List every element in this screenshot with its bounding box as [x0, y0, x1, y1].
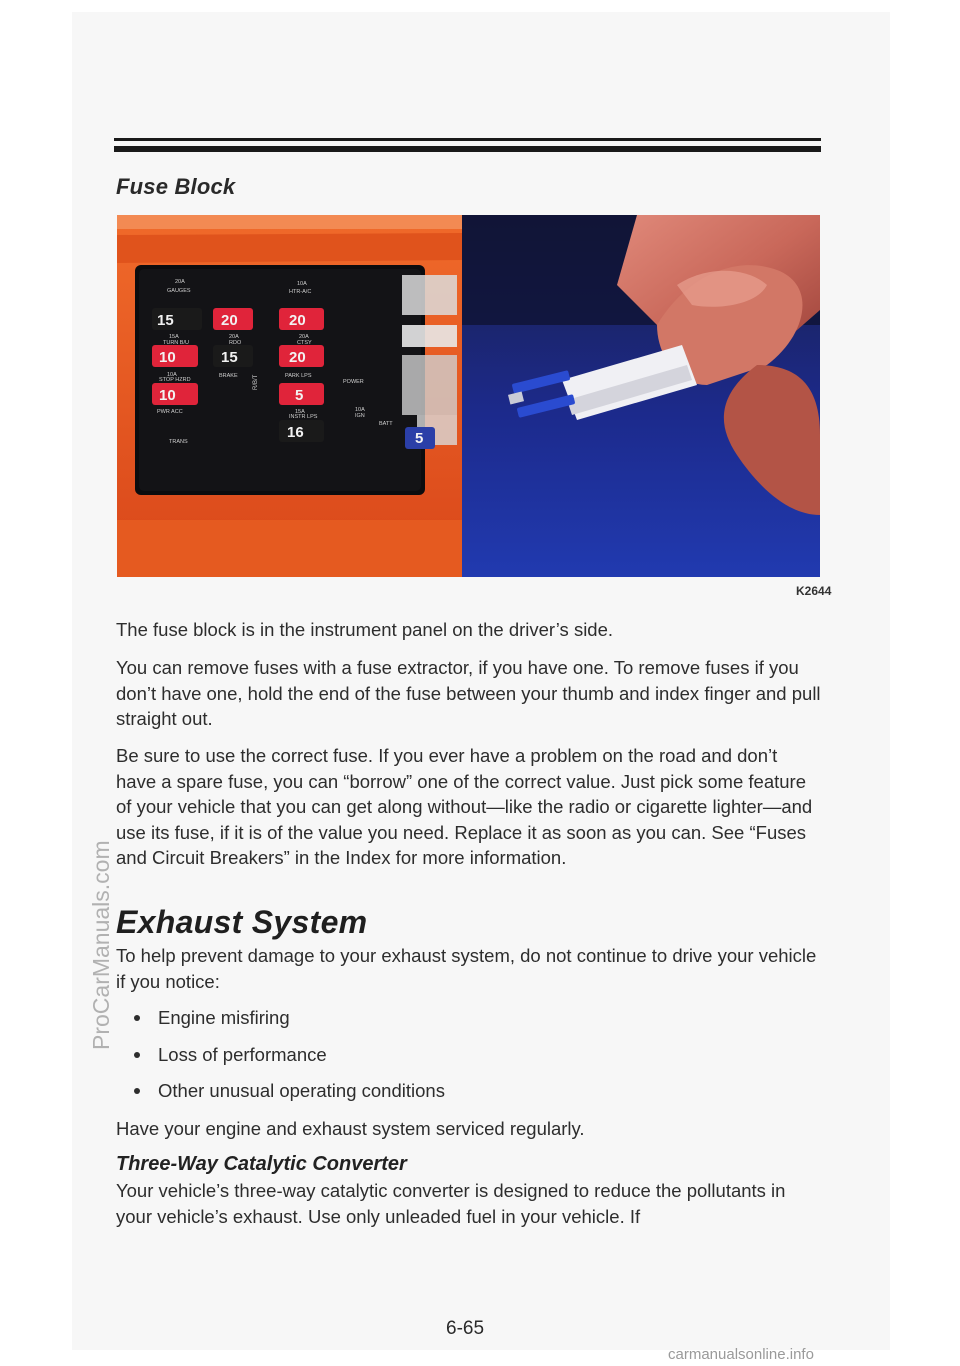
fuse-label-15: POWER: [343, 379, 364, 385]
fuse-value-8: 5: [295, 387, 304, 404]
paragraph-exhaust-closing: Have your engine and exhaust system serviced regularly.: [116, 1118, 585, 1139]
watermark-left: ProCarManuals.com: [88, 840, 114, 1050]
fuse-label-5: 15A: [169, 334, 179, 340]
fuse-label-12: STOP HZRD: [159, 377, 191, 383]
paragraph-location: The fuse block is in the instrument panel on the driver’s side.: [116, 619, 614, 640]
fuse-label-9: 20A: [299, 334, 309, 340]
header-rule-thin: [114, 138, 821, 141]
subsection-title-catalytic: Three-Way Catalytic Converter: [116, 1153, 407, 1175]
paragraph-catalytic: Your vehicle’s three-way catalytic converter is designed to reduce the pollutants in your vehicle’s exhaust. Use only unleaded fuel in your vehicle. If: [116, 1180, 786, 1227]
fuse-label-20: IGN: [355, 413, 365, 419]
paragraph-remove: You can remove fuses with a fuse extractor, if you have one. To remove fuses if you don’t have one, hold the end of the fuse between your thumb and index finger and pull straight out.: [116, 657, 821, 729]
fuse-label-2: GAUGES: [167, 288, 191, 294]
fuse-value-5: 15: [221, 349, 238, 366]
bullet-icon: [134, 1088, 140, 1094]
bullet-icon: [134, 1015, 140, 1021]
section-title-fuse-block: Fuse Block: [116, 174, 236, 199]
fuse-value-1: 15: [157, 312, 174, 329]
fuse-label-18: INSTR LPS: [289, 414, 318, 420]
fuse-label-10: CTSY: [297, 340, 312, 346]
fuse-value-4: 10: [159, 349, 176, 366]
fuse-label-22: TRANS: [169, 439, 188, 445]
list-item-text: Engine misfiring: [158, 1007, 290, 1028]
fuse-label-13: BRAKE: [219, 373, 238, 379]
fuse-label-17: 15A: [295, 409, 305, 415]
list-item-text: Other unusual operating conditions: [158, 1080, 445, 1101]
fuse-value-9: 16: [287, 424, 304, 441]
fuse-label-19: 10A: [355, 407, 365, 413]
fuse-label-7: 20A: [229, 334, 239, 340]
fuse-side-label: R/B/T: [253, 374, 259, 390]
fuse-block-photo: [117, 215, 820, 577]
fuse-label-14: PARK LPS: [285, 373, 312, 379]
fuse-value-6: 20: [289, 349, 306, 366]
list-item-text: Loss of performance: [158, 1043, 327, 1065]
header-rule-thick: [114, 146, 821, 152]
bullet-icon: [134, 1052, 140, 1058]
list-item: [130, 1005, 445, 1031]
fuse-label-6: TURN B/U: [163, 340, 189, 346]
fuse-value-3: 20: [289, 312, 306, 329]
fuse-value-10: 5: [415, 430, 424, 447]
fuse-value-7: 10: [159, 387, 176, 404]
fuse-label-16: PWR ACC: [157, 409, 183, 415]
list-item: [130, 1078, 445, 1104]
fuse-label-8: RDO: [229, 340, 242, 346]
paragraph-exhaust-intro: To help prevent damage to your exhaust system, do not continue to drive your vehicle if you notice:: [116, 945, 817, 992]
watermark-bottom: carmanualsonline.info: [668, 1346, 814, 1363]
fuse-value-2: 20: [221, 312, 238, 329]
figure-code: K2644: [796, 584, 832, 598]
list-item: [130, 1042, 445, 1068]
symptom-list: [130, 1005, 445, 1115]
paragraph-correct-fuse: Be sure to use the correct fuse. If you ever have a problem on the road and don’t have a spare fuse, you can “borrow” one of the correct value. Just pick some feature of your vehicle that you can get along without—like the radio or cigarette lighter—and use its fuse, if it is of the value you need. Replace it as soon as you can. See “Fuses and Circuit Breakers” in the Index for more information.: [116, 745, 813, 868]
fuse-label-4: HTR-A/C: [289, 289, 312, 295]
fuse-label-11: 10A: [167, 372, 177, 378]
fuse-label-3: 10A: [297, 281, 307, 287]
fuse-label-1: 20A: [175, 279, 185, 285]
section-title-exhaust: Exhaust System: [116, 904, 368, 940]
fuse-label-21: BATT: [379, 421, 393, 427]
page-number: 6-65: [446, 1318, 485, 1339]
